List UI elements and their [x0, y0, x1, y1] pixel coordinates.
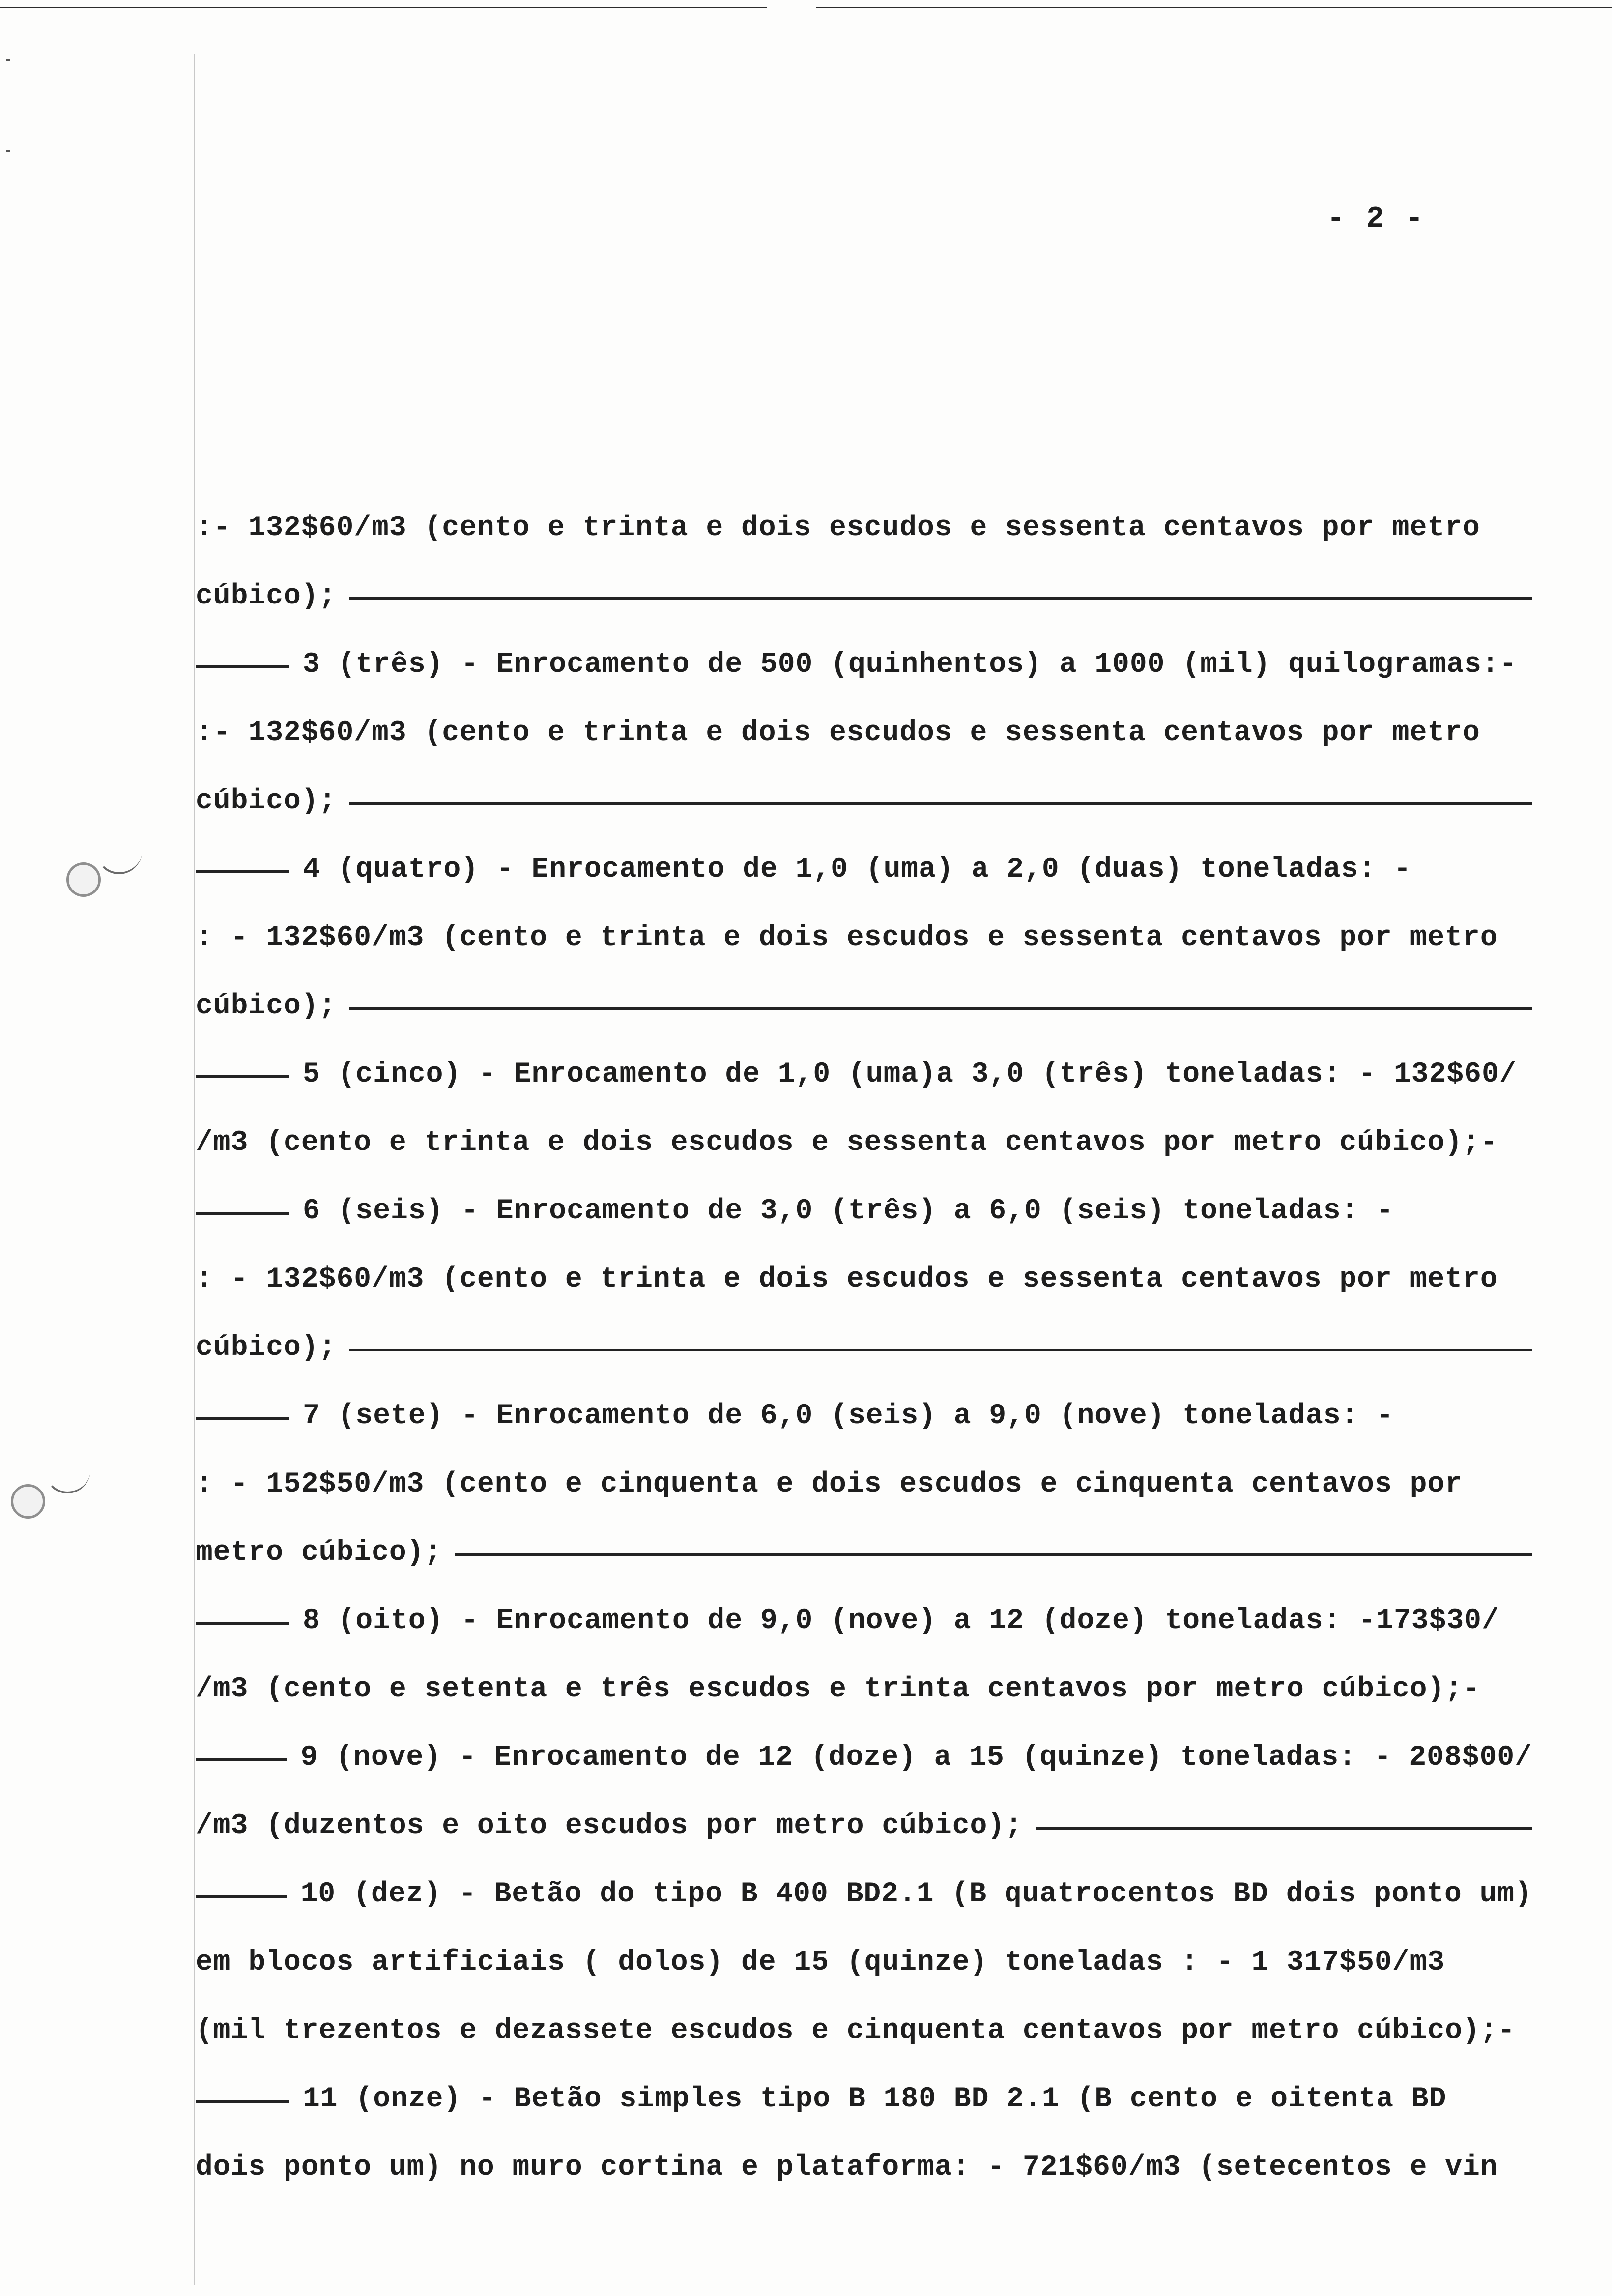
line-text: em blocos artificiais ( dolos) de 15 (quinze) toneladas : - 1 317$50/m3 [196, 1947, 1445, 1979]
line-text: cúbico); [196, 990, 337, 1022]
leading-dash-rule [196, 1622, 289, 1625]
line-text: 9 (nove) - Enrocamento de 12 (doze) a 15 (quinze) toneladas: - 208$00/ [300, 1742, 1532, 1774]
punch-hole [11, 1484, 45, 1519]
line-text: 10 (dez) - Betão do tipo B 400 BD2.1 (B quatrocentos BD dois ponto um) [300, 1878, 1532, 1910]
trailing-dash-rule [1036, 1827, 1532, 1830]
text-line [196, 562, 1532, 631]
trailing-dash-rule [455, 1553, 1532, 1556]
punch-hole-tear [96, 848, 142, 874]
text-line [196, 1040, 1532, 1109]
line-text: : - 132$60/m3 (cento e trinta e dois escudos e sessenta centavos por metro [196, 1263, 1498, 1295]
line-text: :- 132$60/m3 (cento e trinta e dois escudos e sessenta centavos por metro [196, 512, 1480, 544]
text-line [196, 904, 1532, 972]
line-text: 8 (oito) - Enrocamento de 9,0 (nove) a 12 (doze) toneladas: -173$30/ [303, 1605, 1499, 1637]
margin-tick [6, 150, 10, 152]
leading-dash-rule [196, 665, 289, 668]
leading-dash-rule [196, 870, 289, 873]
margin-tick [6, 59, 10, 61]
line-text: 6 (seis) - Enrocamento de 3,0 (três) a 6,0 (seis) toneladas: - [303, 1195, 1394, 1227]
leading-dash-rule [196, 1212, 289, 1215]
line-text: : - 132$60/m3 (cento e trinta e dois escudos e sessenta centavos por metro [196, 922, 1498, 954]
text-line [196, 494, 1532, 562]
line-text: 4 (quatro) - Enrocamento de 1,0 (uma) a 2,0 (duas) toneladas: - [303, 854, 1411, 886]
text-line [196, 2133, 1532, 2202]
top-border-line [0, 7, 767, 8]
text-line [196, 1655, 1532, 1723]
text-line [196, 1109, 1532, 1177]
line-text: dois ponto um) no muro cortina e plataforma: - 721$60/m3 (setecentos e vin [196, 2152, 1498, 2183]
trailing-dash-rule [349, 1349, 1532, 1351]
text-line [196, 1450, 1532, 1519]
text-line [196, 835, 1532, 904]
leading-dash-rule [196, 1417, 289, 1420]
left-margin-rule [194, 54, 195, 2285]
trailing-dash-rule [349, 597, 1532, 600]
text-line [196, 1245, 1532, 1314]
text-line [196, 1997, 1532, 2065]
line-text: 11 (onze) - Betão simples tipo B 180 BD 2.1 (B cento e oitenta BD [303, 2083, 1447, 2115]
typed-text-body [196, 494, 1532, 2202]
line-text: :- 132$60/m3 (cento e trinta e dois escudos e sessenta centavos por metro [196, 717, 1480, 749]
line-text: /m3 (duzentos e oito escudos por metro cúbico); [196, 1810, 1023, 1842]
leading-dash-rule [196, 2100, 289, 2103]
line-text: cúbico); [196, 785, 337, 817]
text-line [196, 1792, 1532, 1860]
line-text: cúbico); [196, 1332, 337, 1364]
leading-dash-rule [196, 1895, 287, 1898]
text-line [196, 972, 1532, 1040]
text-line [196, 2065, 1532, 2133]
text-line [196, 1314, 1532, 1382]
text-line [196, 1723, 1532, 1792]
line-text: 3 (três) - Enrocamento de 500 (quinhentos) a 1000 (mil) quilogramas:- [303, 649, 1517, 681]
text-line [196, 699, 1532, 767]
trailing-dash-rule [349, 802, 1532, 805]
text-line [196, 631, 1532, 699]
line-text: cúbico); [196, 580, 337, 612]
leading-dash-rule [196, 1075, 289, 1078]
text-line [196, 1860, 1532, 1928]
trailing-dash-rule [349, 1007, 1532, 1010]
line-text: 7 (sete) - Enrocamento de 6,0 (seis) a 9,0 (nove) toneladas: - [303, 1400, 1394, 1432]
text-line [196, 1519, 1532, 1587]
line-text: /m3 (cento e trinta e dois escudos e sessenta centavos por metro cúbico);- [196, 1127, 1498, 1159]
line-text: 5 (cinco) - Enrocamento de 1,0 (uma)a 3,0 (três) toneladas: - 132$60/ [303, 1059, 1517, 1091]
text-line [196, 1587, 1532, 1655]
line-text: metro cúbico); [196, 1537, 442, 1569]
text-line [196, 1928, 1532, 1997]
line-text: /m3 (cento e setenta e três escudos e trinta centavos por metro cúbico);- [196, 1673, 1480, 1705]
top-border-line [816, 7, 1612, 8]
text-line [196, 1177, 1532, 1245]
leading-dash-rule [196, 1758, 287, 1761]
text-line [196, 1382, 1532, 1450]
line-text: : - 152$50/m3 (cento e cinquenta e dois escudos e cinquenta centavos por [196, 1468, 1463, 1500]
line-text: (mil trezentos e dezassete escudos e cinquenta centavos por metro cúbico);- [196, 2015, 1516, 2047]
text-line [196, 767, 1532, 835]
page-number: - 2 - [1327, 202, 1426, 236]
punch-hole-tear [44, 1467, 90, 1493]
punch-hole [66, 862, 101, 897]
